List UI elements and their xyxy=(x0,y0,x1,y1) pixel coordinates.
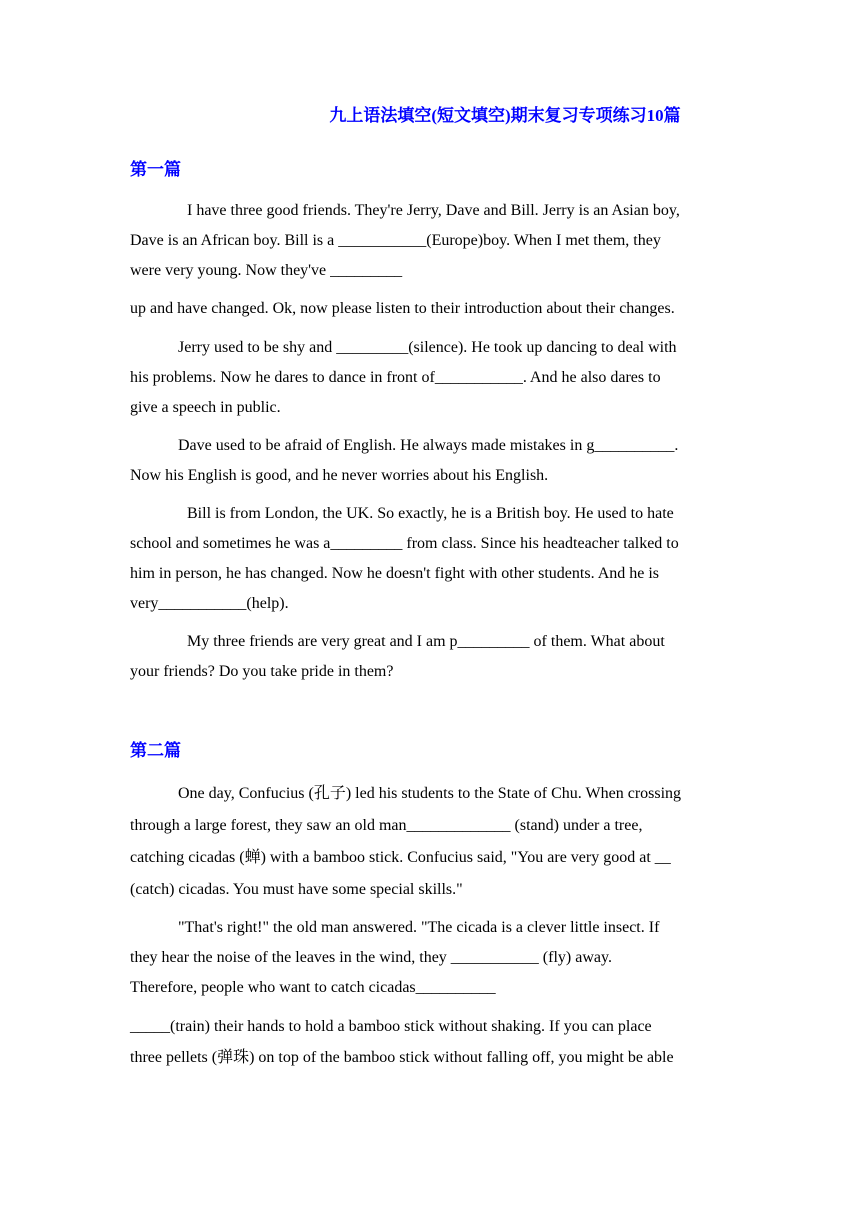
text-line: his problems. Now he dares to dance in front of___________. And he also dares to xyxy=(130,369,661,386)
text-line: school and sometimes he was a_________ from class. Since his headteacher talked to xyxy=(130,535,679,552)
section-1-paragraph-6 xyxy=(130,627,730,687)
text-line: One day, Confucius (孔子) led his students to the State of Chu. When crossing xyxy=(178,785,682,802)
text-line: Now his English is good, and he never worries about his English. xyxy=(130,467,549,484)
text-line: _____(train) their hands to hold a bamboo stick without shaking. If you can place xyxy=(130,1018,652,1035)
text-line: catching cicadas (蝉) with a bamboo stick. Confucius said, "You are very good at __ xyxy=(130,849,671,866)
section-2-paragraph-1 xyxy=(130,778,730,906)
text-line: up and have changed. Ok, now please listen to their introduction about their changes. xyxy=(130,300,675,317)
section-2-paragraph-3 xyxy=(130,1011,730,1073)
section-2-heading: 第二篇 xyxy=(130,741,181,760)
text-line: Bill is from London, the UK. So exactly, he is a British boy. He used to hate xyxy=(187,505,674,522)
text-line: were very young. Now they've _________ xyxy=(130,262,403,279)
section-1-paragraph-2 xyxy=(130,294,730,324)
text-line: your friends? Do you take pride in them? xyxy=(130,663,394,680)
section-1-paragraph-3 xyxy=(130,333,730,423)
text-line: Dave is an African boy. Bill is a ___________(Europe)boy. When I met them, they xyxy=(130,232,661,249)
text-line: I have three good friends. They're Jerry, Dave and Bill. Jerry is an Asian boy, xyxy=(187,202,680,219)
section-1-paragraph-1 xyxy=(130,196,730,286)
text-line: Jerry used to be shy and _________(silence). He took up dancing to deal with xyxy=(178,339,677,356)
text-line: Dave used to be afraid of English. He always made mistakes in g__________. xyxy=(178,437,679,454)
text-line: very___________(help). xyxy=(130,595,289,612)
text-line: give a speech in public. xyxy=(130,399,281,416)
text-line: My three friends are very great and I am p_________ of them. What about xyxy=(187,633,665,650)
document-title: 九上语法填空(短文填空)期末复习专项练习10篇 xyxy=(329,106,681,125)
section-1-paragraph-5 xyxy=(130,499,730,619)
text-line: they hear the noise of the leaves in the wind, they ___________ (fly) away. xyxy=(130,949,612,966)
text-line: three pellets (弹珠) on top of the bamboo stick without falling off, you might be able xyxy=(130,1049,674,1066)
text-line: (catch) cicadas. You must have some special skills." xyxy=(130,881,463,898)
section-1-paragraph-4 xyxy=(130,431,730,491)
text-line: Therefore, people who want to catch cicadas__________ xyxy=(130,979,496,996)
text-line: through a large forest, they saw an old man_____________ (stand) under a tree, xyxy=(130,817,643,834)
section-1-heading: 第一篇 xyxy=(130,160,181,179)
text-line: him in person, he has changed. Now he doesn't fight with other students. And he is xyxy=(130,565,660,582)
text-line: "That's right!" the old man answered. "The cicada is a clever little insect. If xyxy=(178,919,660,936)
section-2-paragraph-2 xyxy=(130,913,730,1003)
